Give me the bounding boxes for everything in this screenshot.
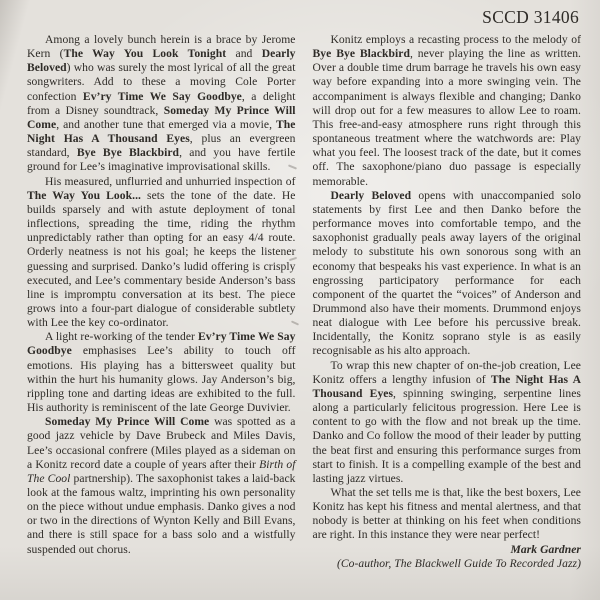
song-title: The Way You Look... <box>27 188 141 202</box>
text-run: opens with unaccompanied solo statements by first Lee and then Danko before the performance moves into comfortable tempo, and the saxophonist gradually peals away layers of the original melody to substitute his own sonorous song with an economy that bespeaks his vast experience. In what is an engrossing participatory performance for each component of the quartet the “voices” of Anderson and Drummond also have their moments. Drummond enjoys neat dialogue with Lee before his percussive break. Incidentally, the Konitz soprano style is as easily recognisable as his alto approach. <box>312 188 581 358</box>
text-run: , spinning swinging, serpentine lines along a particularly felicitous progression. Here Lee is content to go with the flow and not break up the time. Danko and Co follow the mood of their leader by putting the beat first and ensuring this performance surges from start to finish. It is a compelling example of the best and lasting jazz virtues. <box>312 386 581 485</box>
catalog-number: SCCD 31406 <box>482 7 579 27</box>
song-title: Bye Bye Blackbird <box>312 47 410 61</box>
text-run: sets the tone of the date. He builds sparsely and with astute deployment of tonal inflections, spreading the time, riding the rhythm unpredictably rather than opting for an easy 4/4 route. Orderly neatness is not his goal; he keeps the listener guessing and surprised. Danko’s ludid offering is crisply executed, and Lee’s commentary beside Anderson’s bass line is impromptu conversation at its best. The piece grows into a four-part dialogue of considerable subtlety with Lee the key co-ordinator. <box>27 188 296 330</box>
text-run: A light re-working of the tender <box>45 330 198 344</box>
text-run: Konitz employs a recasting process to the melody of <box>330 33 581 46</box>
text-run: Among a lovely bunch herein is a brace by Jerome Kern ( <box>27 33 296 61</box>
song-title: Ev’ry Time We Say Goodbye <box>27 330 296 358</box>
paragraph <box>313 189 582 359</box>
song-title: Dearly Beloved <box>330 188 412 202</box>
song-title: The Night Has A Thousand Eyes <box>27 117 296 146</box>
text-columns <box>27 33 581 571</box>
text-run: What the set tells me is that, like the best boxers, Lee Konitz has kept his fitness and mental alertness, and that nobody is better at thinking on his feet when conditions are right. In this instance they were near perfect! <box>312 486 581 542</box>
text-run: , plus an evergreen standard, <box>27 132 296 160</box>
paragraph <box>27 175 296 331</box>
text-run: and <box>226 47 262 61</box>
text-run: was spotted as a good jazz vehicle by Dave Brubeck and Miles Davis, Lee’s occasional confrere (Miles played as a sideman on a Konitz record date a couple of years after their <box>27 415 296 471</box>
text-run: emphasises Lee’s ability to touch off emotions. His playing has a bittersweet quality but within the hurt his humanity glows. Jay Anderson’s big, rippling tone and darting ideas are exhibited to the full. His authority is reminiscent of the late George Duvivier. <box>27 344 296 415</box>
signature-block <box>313 543 582 571</box>
song-title: Dearly Beloved <box>27 47 296 75</box>
song-title: Someday My Prince Will Come <box>45 415 210 429</box>
italic-text-run: Birth of The Cool <box>27 457 296 485</box>
author-signature: Mark Gardner <box>510 542 581 556</box>
text-run: , and another tune that emerged via a movie, <box>56 117 277 131</box>
song-title: Someday My Prince Will Come <box>27 103 296 131</box>
right-column-paragraphs <box>313 33 582 543</box>
paragraph <box>27 415 296 557</box>
text-run: To wrap this new chapter of on-the-job creation, Lee Konitz offers a lengthy infusion of <box>312 358 581 386</box>
text-run: , never playing the line as written. Over a double time drum barrage he travels his own easy way before expanding into a more swinging vein. The accompaniment is always flexible and changing; Danko will drop out for a few measures to allow Lee to roam. This free-and-easy atmosphere runs right through this spontaneous treatment where the watchwords are: Play what you feel. The loosest track of the date, but it comes off. The saxophone/piano duo passage is especially memorable. <box>312 47 581 188</box>
song-title: The Way You Look Tonight <box>63 47 227 61</box>
paragraph <box>313 33 582 189</box>
text-run: ) who was surely the most lyrical of all the great songwriters. Add to these a moving Cole Porter confection <box>27 61 296 103</box>
song-title: The Night Has A Thousand Eyes <box>312 372 582 400</box>
paragraph <box>27 33 296 175</box>
left-column <box>27 33 296 571</box>
text-run: , and you have fertile ground for Lee’s imaginative improvisational skills. <box>27 146 296 174</box>
paragraph <box>27 330 296 415</box>
text-run: partnership). The saxophonist takes a laid-back look at the famous waltz, imprinting his own personality on the piece without undue emphasis. Danko gives a nod or two in the directions of Wynton Kelly and Bill Evans, and there is still space for a bass solo and a wistfully suspended out chorus. <box>27 471 296 556</box>
paragraph <box>313 486 582 543</box>
song-title: Bye Bye Blackbird <box>76 146 180 160</box>
left-column-paragraphs <box>27 33 296 557</box>
text-run: , a delight from a Disney soundtrack, <box>27 89 296 117</box>
author-credit: (Co-author, The Blackwell Guide To Recorded Jazz) <box>336 556 581 570</box>
paragraph <box>313 359 582 486</box>
text-run: His measured, unflurried and unhurried inspection of <box>45 174 296 188</box>
right-column <box>313 33 582 571</box>
song-title: Ev’ry Time We Say Goodbye <box>82 89 242 103</box>
